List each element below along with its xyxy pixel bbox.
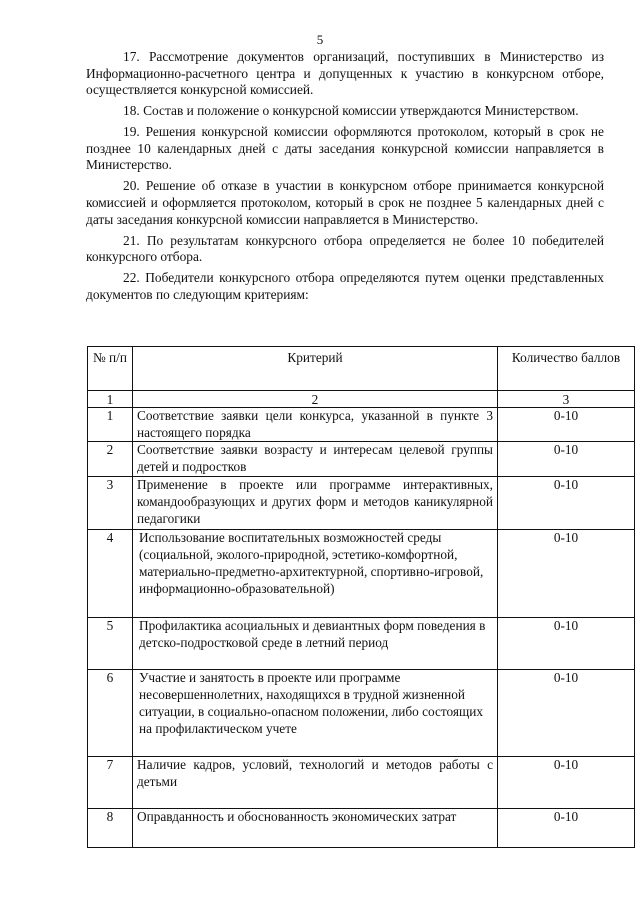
header-num: № п/п: [88, 347, 133, 391]
row-num: 4: [88, 530, 133, 618]
row-num: 6: [88, 670, 133, 757]
page-number: 5: [316, 32, 324, 47]
row-score: 0-10: [498, 477, 635, 530]
row-score: 0-10: [498, 809, 635, 848]
table-row: [88, 477, 635, 530]
row-criterion: Применение в проекте или программе интерактивных, командообразующих и других форм и методов каникулярной педагогики: [133, 477, 498, 530]
row-criterion: Профилактика асоциальных и девиантных форм поведения в детско-подростковой среде в летний период: [133, 618, 498, 670]
header-score: Количество баллов: [498, 347, 635, 391]
row-criterion: Наличие кадров, условий, технологий и методов работы с детьми: [133, 757, 498, 809]
table-header-row: [88, 347, 635, 391]
header-criterion: Критерий: [133, 347, 498, 391]
row-score: 0-10: [498, 530, 635, 618]
table-row: [88, 408, 635, 442]
row-score: 0-10: [498, 618, 635, 670]
paragraph-21: 21. По результатам конкурсного отбора определяется не более 10 победителей конкурсного отбора.: [86, 232, 604, 265]
paragraph-18: 18. Состав и положение о конкурсной комиссии утверждаются Министерством.: [123, 103, 579, 119]
table-index-row: [88, 391, 635, 408]
body-text: [86, 49, 604, 308]
row-num: 3: [88, 477, 133, 530]
row-score: 0-10: [498, 670, 635, 757]
row-num: 5: [88, 618, 133, 670]
row-score: 0-10: [498, 442, 635, 477]
row-num: 8: [88, 809, 133, 848]
row-num: 7: [88, 757, 133, 809]
row-num: 1: [88, 408, 133, 442]
table-row: [88, 618, 635, 670]
row-criterion: Соответствие заявки возрасту и интересам целевой группы детей и подростков: [133, 442, 498, 477]
table-row: [88, 530, 635, 618]
index-cell: 1: [88, 391, 133, 408]
paragraph-22: 22. Победители конкурсного отбора определяются путем оценки представленных документов по следующим критериям:: [86, 270, 604, 302]
paragraph-17: 17. Рассмотрение документов организаций, поступивших в Министерство из Информационно-расчетного центра и допущенных к участию в конкурсном отборе, осуществляется конкурсной комиссией.: [86, 49, 604, 98]
index-cell: 3: [498, 391, 635, 408]
table-row: [88, 757, 635, 809]
table-row: [88, 442, 635, 477]
row-criterion: Использование воспитательных возможностей среды (социальной, эколого-природной, эстетико-комфортной, материально-предметно-архитектурной, спортивно-игровой, информационно-образовательной): [133, 530, 498, 618]
paragraph-19: 19. Решения конкурсной комиссии оформляются протоколом, который в срок не позднее 10 календарных дней с даты заседания конкурсной комиссии направляется в Министерство.: [86, 124, 604, 173]
table-row: [88, 670, 635, 757]
row-criterion: Соответствие заявки цели конкурса, указанной в пункте 3 настоящего порядка: [133, 408, 498, 442]
index-cell: 2: [133, 391, 498, 408]
row-num: 2: [88, 442, 133, 477]
row-criterion: Оправданность и обоснованность экономических затрат: [133, 809, 498, 848]
row-criterion: Участие и занятость в проекте или программе несовершеннолетних, находящихся в трудной жизненной ситуации, в социально-опасном положении, либо состоящих на профилактическом учете: [133, 670, 498, 757]
table-row: [88, 809, 635, 848]
row-score: 0-10: [498, 408, 635, 442]
criteria-table: [87, 346, 635, 848]
row-score: 0-10: [498, 757, 635, 809]
paragraph-20: 20. Решение об отказе в участии в конкурсном отборе принимается конкурсной комиссией и оформляется протоколом, который в срок не позднее 5 календарных дней с даты заседания конкурсной комиссии направляется в Министерство.: [86, 178, 604, 227]
